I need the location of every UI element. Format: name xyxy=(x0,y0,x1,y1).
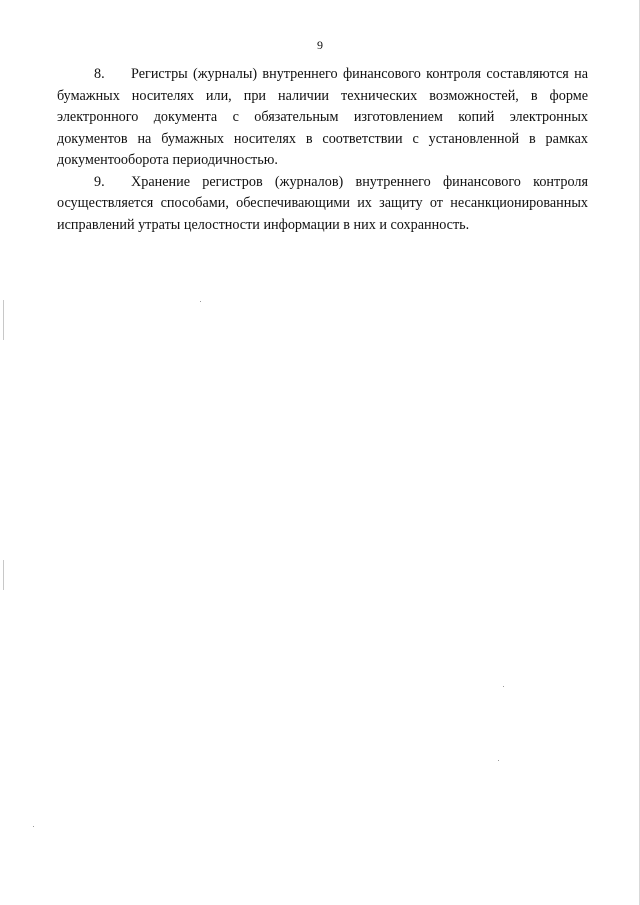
paragraph-text: Регистры (журналы) внутреннего финансового контроля составляются на бумажных носителях или, при наличии технических возможностей, в форме электронного документа с обязательным изготовлением копий электронных документов на бумажных носителях в соответствии с установленной в рамках документооборота периодичностью. xyxy=(57,66,588,168)
scan-speck xyxy=(33,826,34,827)
paragraph-9 xyxy=(57,172,588,237)
scan-speck xyxy=(498,760,499,761)
paragraph-number: 8. xyxy=(94,66,105,82)
paragraph-text: Хранение регистров (журналов) внутреннего финансового контроля осуществляется способами, обеспечивающими их защиту от несанкционированных исправлений утраты целостности информации в них и сохранность. xyxy=(57,173,588,233)
paragraph-number: 9. xyxy=(94,173,105,190)
page-number: 9 xyxy=(317,38,323,52)
document-body xyxy=(57,64,588,236)
scan-speck xyxy=(503,686,504,687)
scan-edge-mark xyxy=(3,300,4,340)
scan-edge-mark xyxy=(3,560,4,590)
paragraph-8 xyxy=(57,64,588,172)
scan-speck xyxy=(200,301,201,302)
